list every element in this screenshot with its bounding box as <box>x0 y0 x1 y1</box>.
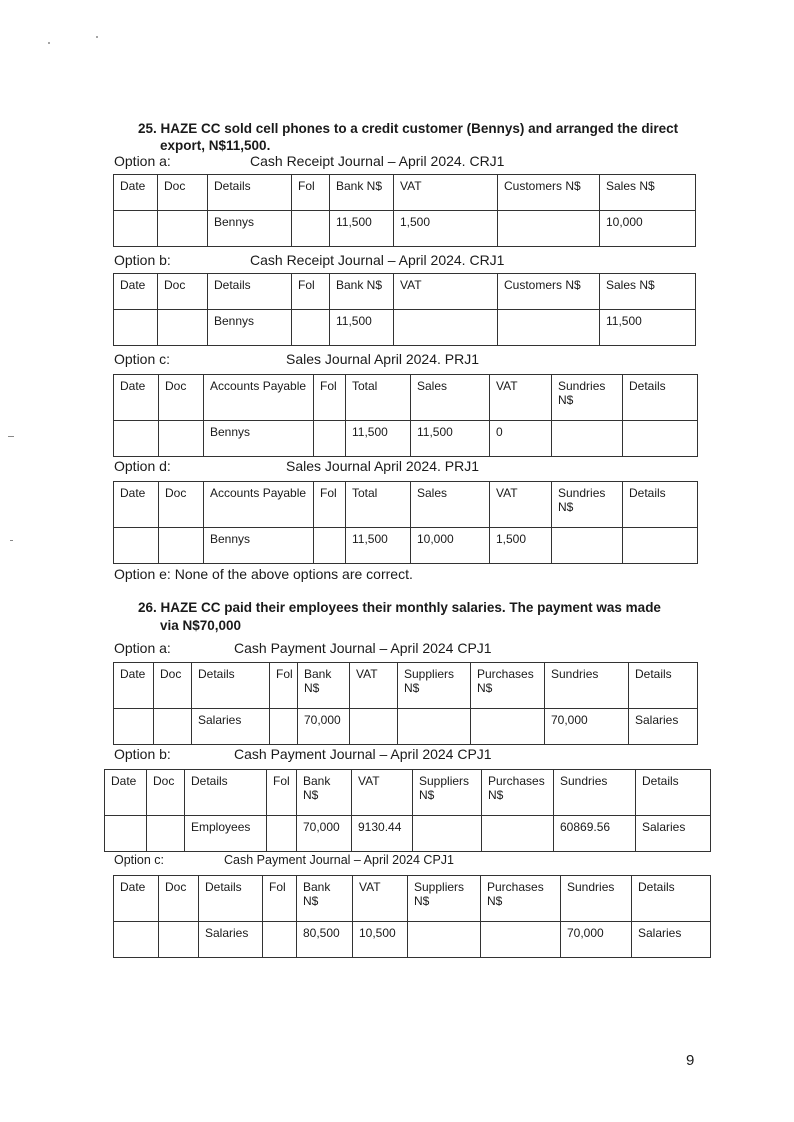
table-cell <box>623 528 698 564</box>
table-row <box>105 816 711 852</box>
header-cell: Accounts Payable <box>204 375 314 421</box>
table-cell: Bennys <box>208 211 292 247</box>
table-cell: 10,000 <box>411 528 490 564</box>
header-cell: Sales N$ <box>600 274 696 310</box>
table-header-row <box>114 175 696 211</box>
table-cell <box>105 816 147 852</box>
journal-table <box>113 374 698 457</box>
header-cell: Bank N$ <box>330 175 394 211</box>
table-cell: 10,000 <box>600 211 696 247</box>
table-row <box>114 528 698 564</box>
header-cell: Date <box>114 663 154 709</box>
option-label: Option a: <box>114 153 171 169</box>
table-cell <box>482 816 554 852</box>
table-cell <box>292 310 330 346</box>
table-cell <box>158 310 208 346</box>
journal-table <box>113 481 698 564</box>
table-row <box>114 421 698 457</box>
journal-title: Cash Payment Journal – April 2024 CPJ1 <box>224 853 454 867</box>
journal-title: Cash Payment Journal – April 2024 CPJ1 <box>234 746 492 762</box>
header-cell: Customers N$ <box>498 274 600 310</box>
table-cell <box>114 709 154 745</box>
table-cell <box>159 922 199 958</box>
table-cell: Bennys <box>208 310 292 346</box>
header-cell: Doc <box>159 375 204 421</box>
header-cell: Doc <box>159 876 199 922</box>
header-cell: Date <box>114 375 159 421</box>
table-cell: 11,500 <box>346 528 411 564</box>
header-cell: VAT <box>352 770 413 816</box>
table-cell <box>408 922 481 958</box>
header-cell: Sundries N$ <box>552 482 623 528</box>
table-cell <box>159 421 204 457</box>
table-cell: Salaries <box>636 816 711 852</box>
header-cell: Doc <box>147 770 185 816</box>
table-cell: Salaries <box>632 922 711 958</box>
table-header-row <box>114 876 711 922</box>
table-cell <box>471 709 545 745</box>
scan-speck <box>10 540 13 541</box>
table-cell <box>159 528 204 564</box>
header-cell: Sales <box>411 375 490 421</box>
header-cell: Purchases N$ <box>471 663 545 709</box>
header-cell: Purchases N$ <box>482 770 554 816</box>
header-cell: Purchases N$ <box>481 876 561 922</box>
header-cell: Details <box>208 274 292 310</box>
table-cell <box>350 709 398 745</box>
header-cell: Fol <box>270 663 298 709</box>
journal-table <box>104 769 711 852</box>
table-header-row <box>114 482 698 528</box>
table-cell <box>263 922 297 958</box>
option-label: Option b: <box>114 252 171 268</box>
table-cell <box>552 528 623 564</box>
header-cell: Bank N$ <box>330 274 394 310</box>
option-e: Option e: None of the above options are correct. <box>114 566 413 582</box>
table-cell: 1,500 <box>394 211 498 247</box>
header-cell: Date <box>114 876 159 922</box>
header-cell: Details <box>199 876 263 922</box>
header-cell: Fol <box>314 482 346 528</box>
table-cell: 11,500 <box>346 421 411 457</box>
question-26-line2: via N$70,000 <box>160 618 242 633</box>
table-cell <box>154 709 192 745</box>
header-cell: Doc <box>159 482 204 528</box>
table-cell <box>314 528 346 564</box>
header-cell: Sundries N$ <box>552 375 623 421</box>
journal-title: Cash Payment Journal – April 2024 CPJ1 <box>234 640 492 656</box>
question-number: 25. <box>138 121 157 136</box>
journal-table <box>113 875 711 958</box>
table-row <box>114 922 711 958</box>
question-text: HAZE CC paid their employees their monthly salaries. The payment was made <box>160 600 661 615</box>
header-cell: Suppliers N$ <box>398 663 471 709</box>
header-cell: Details <box>629 663 698 709</box>
header-cell: Date <box>114 175 158 211</box>
option-label: Option c: <box>114 351 171 367</box>
table-cell: 11,500 <box>411 421 490 457</box>
header-cell: Details <box>623 375 698 421</box>
table-cell <box>498 310 600 346</box>
table-cell <box>394 310 498 346</box>
header-cell: Sales <box>411 482 490 528</box>
table-cell: 10,500 <box>353 922 408 958</box>
header-cell: Bank N$ <box>298 663 350 709</box>
header-cell: Sundries <box>545 663 629 709</box>
header-cell: Doc <box>158 274 208 310</box>
table-cell <box>398 709 471 745</box>
table-cell: 11,500 <box>330 310 394 346</box>
page-number: 9 <box>686 1052 695 1069</box>
table-cell <box>114 528 159 564</box>
header-cell: Date <box>105 770 147 816</box>
table-cell: 60869.56 <box>554 816 636 852</box>
header-cell: VAT <box>353 876 408 922</box>
header-cell: Date <box>114 274 158 310</box>
table-cell <box>292 211 330 247</box>
header-cell: Customers N$ <box>498 175 600 211</box>
header-cell: Fol <box>263 876 297 922</box>
journal-table <box>113 174 696 247</box>
journal-title: Cash Receipt Journal – April 2024. CRJ1 <box>250 252 505 268</box>
table-header-row <box>114 274 696 310</box>
header-cell: Total <box>346 482 411 528</box>
journal-title: Sales Journal April 2024. PRJ1 <box>286 458 479 474</box>
option-label: Option c: <box>114 853 165 867</box>
header-cell: Details <box>623 482 698 528</box>
table-cell: 70,000 <box>545 709 629 745</box>
option-label: Option b: <box>114 746 171 762</box>
table-cell: Salaries <box>199 922 263 958</box>
table-cell <box>114 310 158 346</box>
scan-speck <box>48 42 50 44</box>
table-cell: Bennys <box>204 421 314 457</box>
header-cell: Doc <box>158 175 208 211</box>
table-cell: 0 <box>490 421 552 457</box>
table-header-row <box>105 770 711 816</box>
table-row <box>114 709 698 745</box>
header-cell: Bank N$ <box>297 876 353 922</box>
table-cell: Employees <box>185 816 267 852</box>
table-cell <box>413 816 482 852</box>
table-cell: Salaries <box>629 709 698 745</box>
table-cell: Salaries <box>192 709 270 745</box>
header-cell: Fol <box>314 375 346 421</box>
header-cell: Fol <box>292 274 330 310</box>
journal-title: Sales Journal April 2024. PRJ1 <box>286 351 479 367</box>
question-text: HAZE CC sold cell phones to a credit customer (Bennys) and arranged the direct <box>160 121 679 136</box>
table-header-row <box>114 375 698 421</box>
header-cell: VAT <box>490 375 552 421</box>
table-cell: 11,500 <box>600 310 696 346</box>
header-cell: Fol <box>292 175 330 211</box>
journal-table <box>113 273 696 346</box>
header-cell: Bank N$ <box>297 770 352 816</box>
header-cell: VAT <box>394 274 498 310</box>
header-cell: Date <box>114 482 159 528</box>
header-cell: Details <box>185 770 267 816</box>
table-cell <box>114 421 159 457</box>
table-cell: 70,000 <box>561 922 632 958</box>
question-25-line2: export, N$11,500. <box>160 138 271 153</box>
table-row <box>114 310 696 346</box>
table-cell <box>498 211 600 247</box>
header-cell: Doc <box>154 663 192 709</box>
table-cell: 70,000 <box>298 709 350 745</box>
header-cell: Sales N$ <box>600 175 696 211</box>
table-row <box>114 211 696 247</box>
table-cell <box>114 211 158 247</box>
question-26 <box>138 599 718 616</box>
header-cell: Details <box>636 770 711 816</box>
table-header-row <box>114 663 698 709</box>
header-cell: VAT <box>350 663 398 709</box>
table-cell <box>270 709 298 745</box>
table-cell: Bennys <box>204 528 314 564</box>
header-cell: Accounts Payable <box>204 482 314 528</box>
table-cell: 80,500 <box>297 922 353 958</box>
table-cell <box>147 816 185 852</box>
table-cell <box>267 816 297 852</box>
table-cell <box>623 421 698 457</box>
header-cell: Details <box>632 876 711 922</box>
header-cell: Details <box>208 175 292 211</box>
question-number: 26. <box>138 600 157 615</box>
header-cell: Sundries <box>561 876 632 922</box>
header-cell: Sundries <box>554 770 636 816</box>
journal-table <box>113 662 698 745</box>
table-cell: 1,500 <box>490 528 552 564</box>
scan-speck <box>96 36 98 38</box>
table-cell <box>114 922 159 958</box>
option-label: Option d: <box>114 458 171 474</box>
table-cell <box>314 421 346 457</box>
header-cell: Details <box>192 663 270 709</box>
question-25 <box>138 120 718 137</box>
header-cell: Total <box>346 375 411 421</box>
option-label: Option a: <box>114 640 171 656</box>
header-cell: VAT <box>394 175 498 211</box>
header-cell: VAT <box>490 482 552 528</box>
header-cell: Fol <box>267 770 297 816</box>
scan-speck <box>8 436 14 437</box>
table-cell: 11,500 <box>330 211 394 247</box>
header-cell: Suppliers N$ <box>408 876 481 922</box>
table-cell: 70,000 <box>297 816 352 852</box>
header-cell: Suppliers N$ <box>413 770 482 816</box>
table-cell <box>552 421 623 457</box>
table-cell <box>481 922 561 958</box>
table-cell <box>158 211 208 247</box>
table-cell: 9130.44 <box>352 816 413 852</box>
journal-title: Cash Receipt Journal – April 2024. CRJ1 <box>250 153 505 169</box>
